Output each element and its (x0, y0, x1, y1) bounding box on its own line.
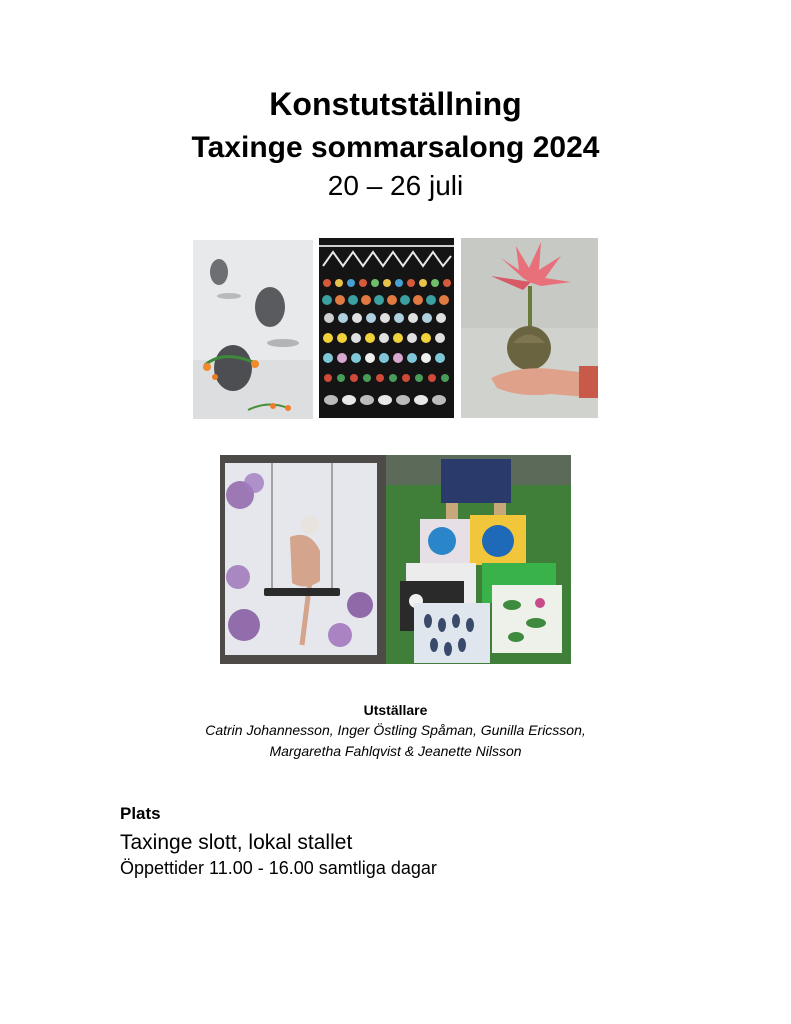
opening-hours: Öppettider 11.00 - 16.00 samtliga dagar (120, 858, 437, 878)
sheep-watercolor-image (193, 240, 313, 419)
exhibitors-section (0, 702, 791, 762)
event-dates: 20 – 26 juli (327, 170, 464, 201)
page-title: Konstutställning (269, 86, 522, 122)
amaryllis-watercolor-image (461, 238, 598, 418)
cushions-textile-image (386, 455, 571, 664)
place-name: Taxinge slott, lokal stallet (120, 831, 353, 854)
place-heading: Plats (120, 804, 161, 823)
place-section (120, 804, 437, 880)
exhibitors-line-2: Margaretha Fahlqvist & Jeanette Nilsson (269, 743, 522, 759)
beads-jewelry-image (319, 238, 454, 418)
swing-painting-image (220, 455, 387, 664)
exhibitors-heading: Utställare (363, 702, 428, 718)
event-subtitle: Taxinge sommarsalong 2024 (191, 131, 600, 164)
exhibitors-line-1: Catrin Johannesson, Inger Östling Spåman, Gunilla Ericsson, (205, 722, 586, 738)
